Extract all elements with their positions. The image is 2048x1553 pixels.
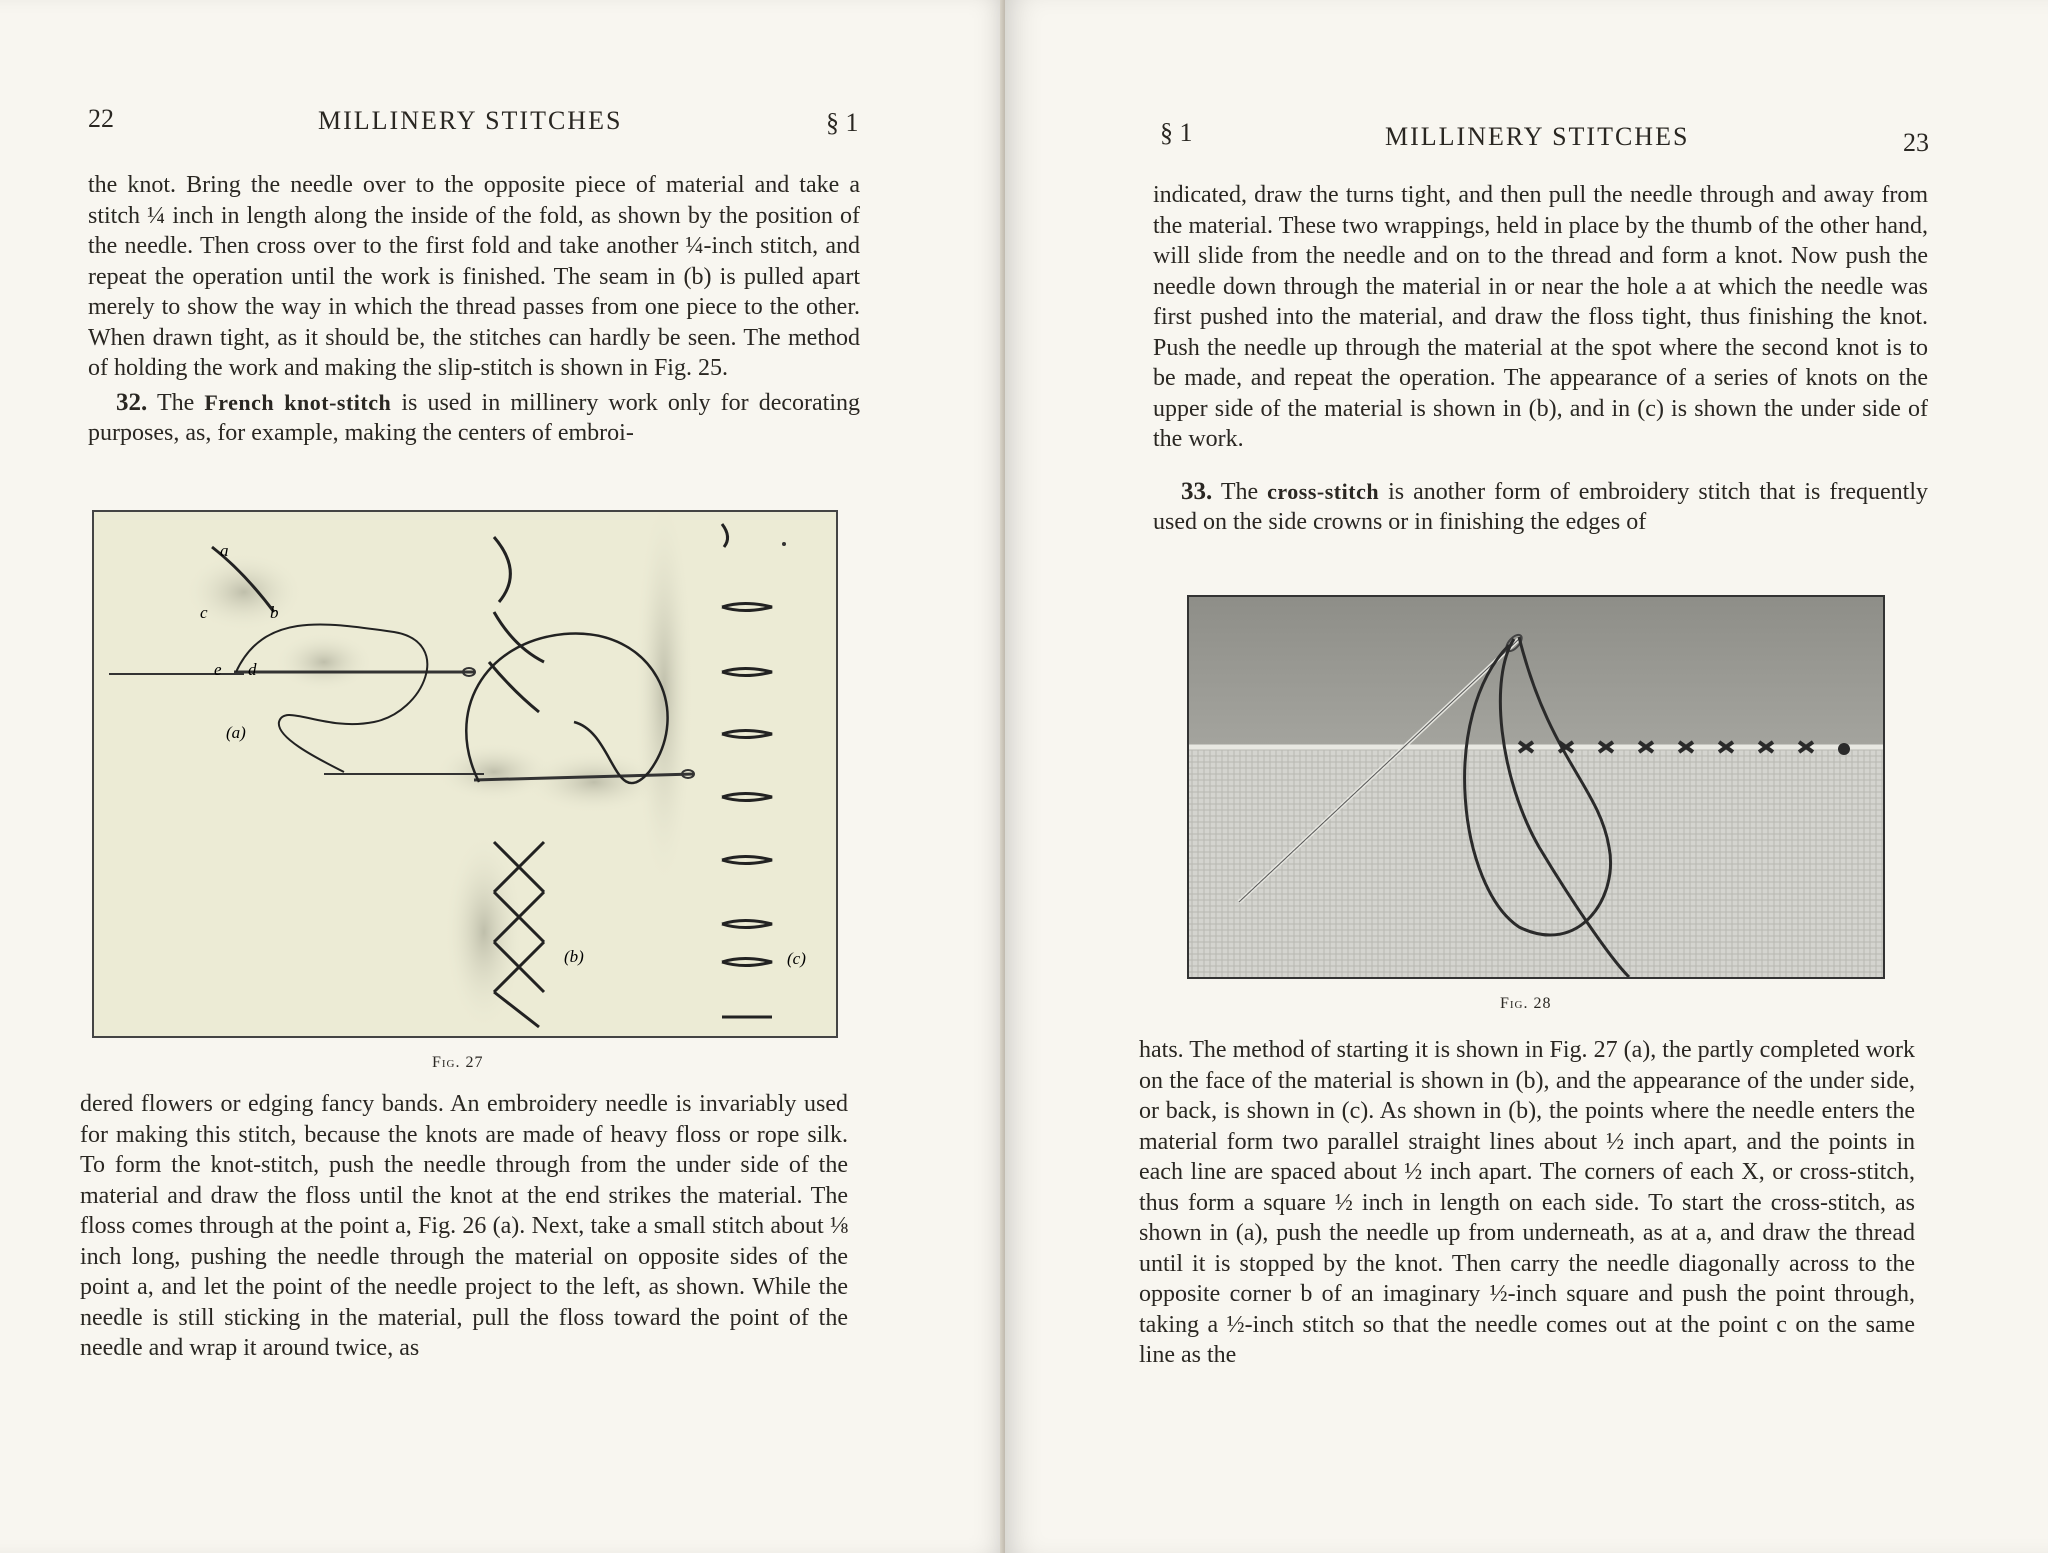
fig27-label-d: d (248, 660, 257, 679)
figure-28-caption: Fig. 28 (1500, 995, 1552, 1012)
left-text-block-top (88, 170, 860, 449)
term-french-knot-stitch: French knot-stitch (204, 389, 392, 415)
right-page (1005, 0, 2048, 1553)
term-cross-stitch: cross-stitch (1267, 478, 1380, 504)
figure-28-photo (1187, 595, 1885, 979)
fig27-label-c: c (200, 603, 208, 622)
left-paragraph-3: dered flowers or edging fancy bands. An embroidery needle is invariably used for making this stitch, because the knots are made of heavy floss or rope silk. To form the knot-stitch, push the needle through from the under side of the material and draw the floss until the knot at the end strikes the material. The floss comes through at the point a, Fig. 26 (a). Next, take a small stitch about ⅛ inch long, pushing the needle through the material on opposite sides of the point a, and let the point of the needle project to the left, as shown. While the needle is still sticking in the material, pull the floss toward the point of the needle and wrap it around twice, as (80, 1091, 848, 1361)
left-paragraph-1: the knot. Bring the needle over to the opposite piece of material and take a stitch ¼ inch in length along the inside of the fold, as shown by the position of the needle. Then cross over to the first fold and take another ¼-inch stitch, and repeat the operation until the work is finished. The seam in (b) is pulled apart merely to show the way in which the thread passes from one piece to the other. When drawn tight, as it should be, the stitches can hardly be seen. The method of holding the work and making the slip-stitch is shown in Fig. 25. (88, 172, 860, 381)
paragraph-number-32: 32. (116, 388, 148, 416)
running-header-left: MILLINERY STITCHES (318, 106, 623, 135)
left-paragraph-2: 32. The French knot-stitch is used in millinery work only for decorating purposes, as, for example, making the centers of embroi- (88, 388, 861, 446)
fig27-label-fig-a: (a) (226, 723, 246, 742)
page-number-left: 22 (88, 104, 114, 133)
figure-27 (92, 510, 838, 1038)
figure-28-illustration (1189, 597, 1883, 977)
fig27-label-fig-c: (c) (787, 949, 806, 968)
fig27-label-a: a (220, 541, 229, 560)
right-paragraph-2: 33. The cross-stitch is another form of embroidery stitch that is frequently used on the side crowns or in finishing the edges of (1153, 477, 1929, 535)
right-paragraph-1: indicated, draw the turns tight, and then pull the needle through and away from the material. These two wrappings, held in place by the thumb of the other hand, will slide from the needle and on to the thread and form a knot. Now push the needle down through the material in or near the hole a at which the needle was first pushed into the material, and draw the floss tight, thus finishing the knot. Push the needle up through the material at the spot where the second knot is to be made, and repeat the operation. The appearance of a series of knots on the upper side of the material is shown in (b), and in (c) is shown the under side of the work. (1153, 182, 1928, 452)
right-text-block-top (1153, 180, 1928, 538)
left-text-block-bottom (80, 1089, 848, 1364)
fig27-label-e: e (214, 660, 222, 679)
fig27-label-fig-b: (b) (564, 947, 584, 966)
running-header-right: MILLINERY STITCHES (1385, 122, 1690, 151)
left-page (0, 0, 1005, 1553)
section-mark-left: § 1 (826, 108, 859, 137)
paragraph-number-33: 33. (1181, 477, 1213, 505)
right-text-block-bottom (1139, 1035, 1915, 1371)
fig27-label-b: b (270, 603, 279, 622)
figure-27-illustration (94, 512, 836, 1036)
right-paragraph-3: hats. The method of starting it is shown in Fig. 27 (a), the partly completed work on the face of the material is shown in (b), and the appearance of the under side, or back, is shown in (c). As shown in (b), the points where the needle enters the material form two parallel straight lines about ½ inch apart, and the points in each line are spaced about ½ inch apart. The corners of each X, or cross-stitch, thus form a square ½ inch in length on each side. To start the cross-stitch, as shown in (a), push the needle up from underneath, as at a, and draw the thread until it is stopped by the knot. Then carry the needle diagonally across to the opposite corner b of an imaginary ½-inch square and push the point through, taking a ½-inch stitch so that the needle comes out at the point c on the same line as the (1139, 1037, 1915, 1368)
figure-27-caption: Fig. 27 (432, 1054, 484, 1071)
section-mark-right: § 1 (1160, 118, 1193, 147)
page-number-right: 23 (1903, 128, 1929, 157)
